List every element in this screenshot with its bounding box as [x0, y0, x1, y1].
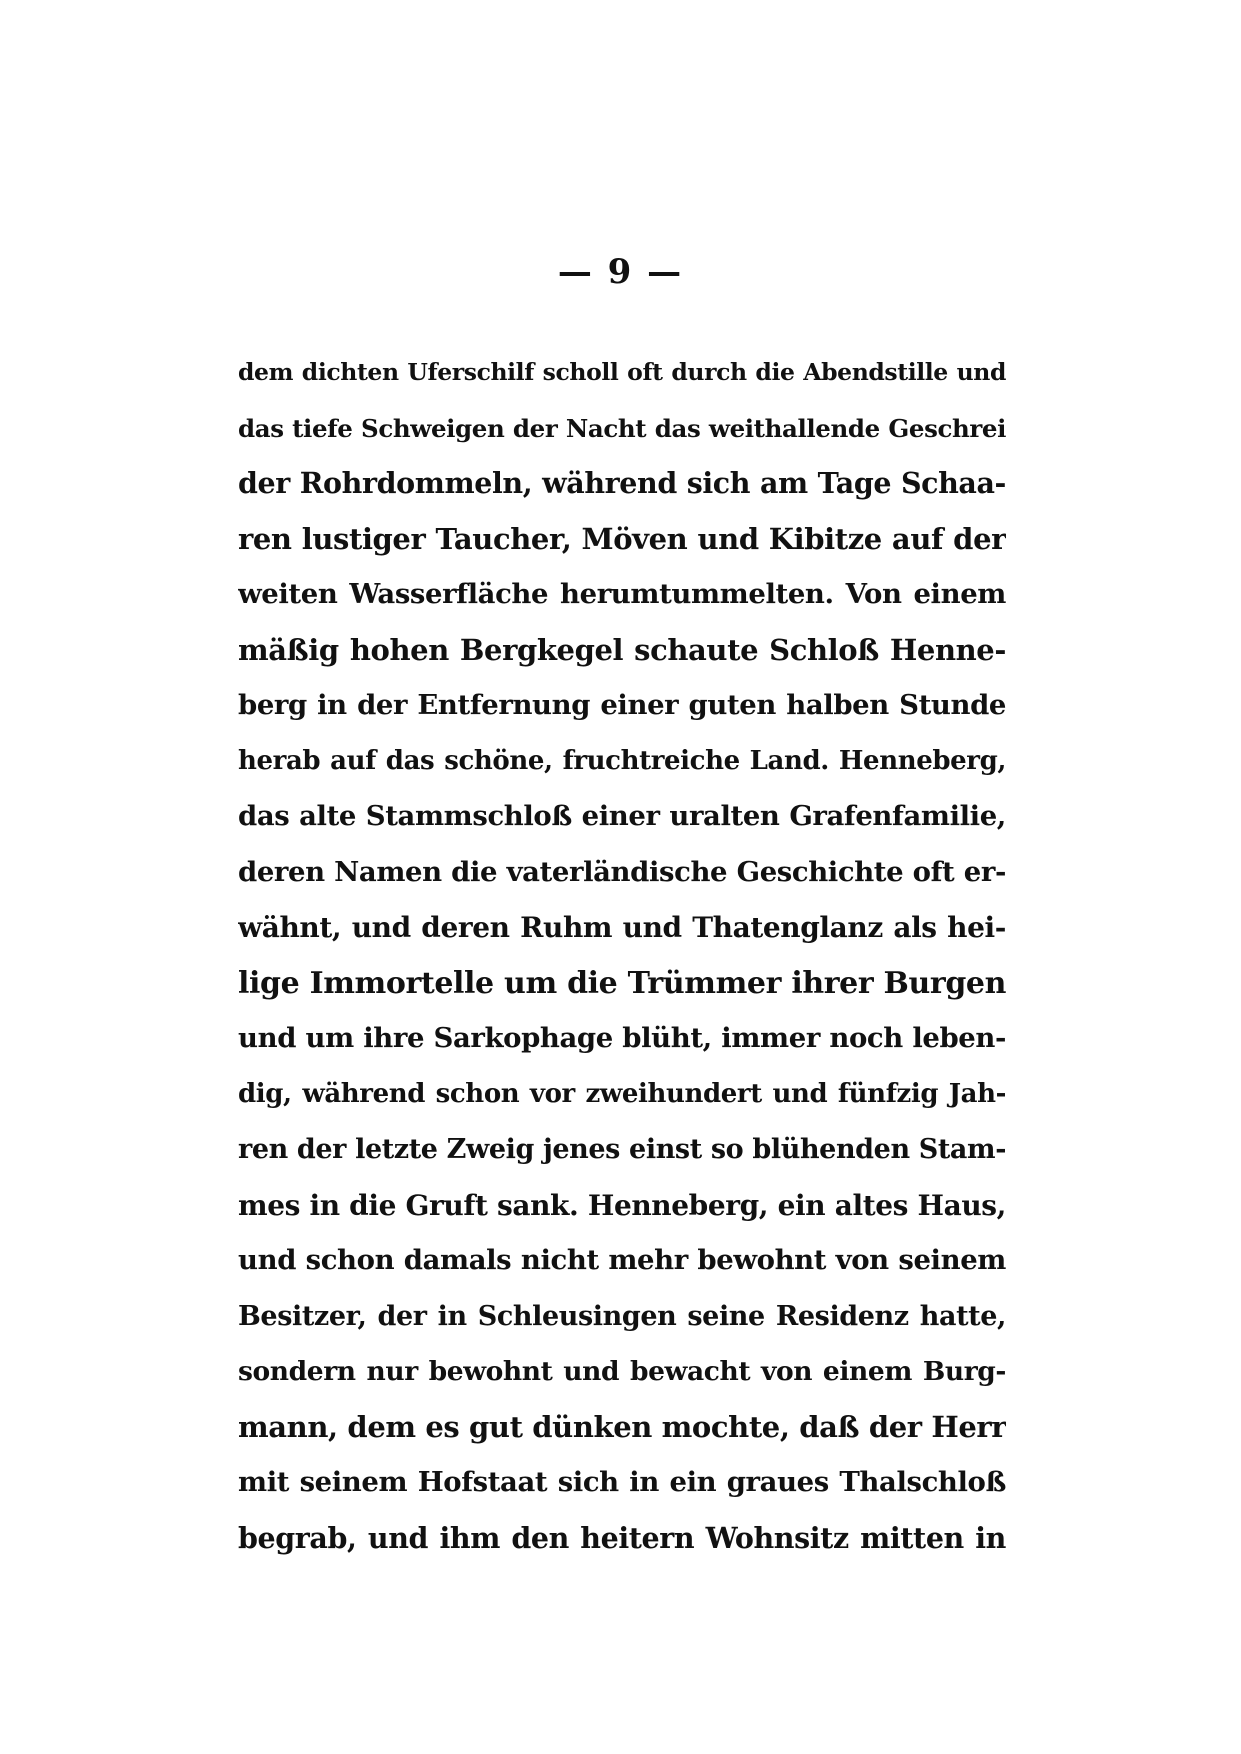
text-line: sondern nur bewohnt und bewacht von einem Burg-: [238, 1356, 1006, 1387]
text-line: und um ihre Sarkophage blüht, immer noch leben-: [238, 1022, 1006, 1054]
text-line: ren lustiger Taucher, Möven und Kibitze auf der: [238, 521, 1006, 556]
text-line: deren Namen die vaterländische Geschichte oft er-: [238, 855, 1006, 888]
text-line: ren der letzte Zweig jenes einst so blühenden Stam-: [238, 1134, 1006, 1165]
text-line: mit seinem Hofstaat sich in ein graues Thalschloß: [238, 1466, 1006, 1498]
text-line: weiten Wasserfläche herumtummelten. Von einem: [238, 578, 1006, 610]
text-line: dem dichten Uferschilf scholl oft durch die Abendstille und: [238, 358, 1006, 386]
text-line: das alte Stammschloß einer uralten Grafenfamilie,: [238, 800, 1006, 832]
text-line: der Rohrdommeln, während sich am Tage Schaa-: [238, 466, 1006, 500]
text-line: berg in der Entfernung einer guten halben Stunde: [238, 689, 1006, 721]
text-line: mes in die Gruft sank. Henneberg, ein altes Haus,: [238, 1188, 1006, 1222]
page-number-header: — 9 —: [557, 252, 684, 292]
text-line: begrab, und ihm den heitern Wohnsitz mitten in: [238, 1520, 1006, 1555]
text-line: dig, während schon vor zweihundert und fünfzig Jah-: [238, 1078, 1006, 1109]
text-line: und schon damals nicht mehr bewohnt von seinem: [238, 1244, 1006, 1276]
text-line: das tiefe Schweigen der Nacht das weithallende Geschrei: [238, 413, 1006, 443]
body-text: [238, 345, 1006, 1566]
text-line: Besitzer, der in Schleusingen seine Residenz hatte,: [238, 1300, 1006, 1332]
text-line: mann, dem es gut dünken mochte, daß der Herr: [238, 1409, 1006, 1444]
text-line: mäßig hohen Bergkegel schaute Schloß Henne-: [238, 632, 1006, 667]
text-line: herab auf das schöne, fruchtreiche Land. Henneberg,: [238, 745, 1006, 776]
text-line: lige Immortelle um die Trümmer ihrer Burgen: [238, 965, 1006, 1001]
text-line: wähnt, und deren Ruhm und Thatenglanz als hei-: [238, 911, 1006, 944]
